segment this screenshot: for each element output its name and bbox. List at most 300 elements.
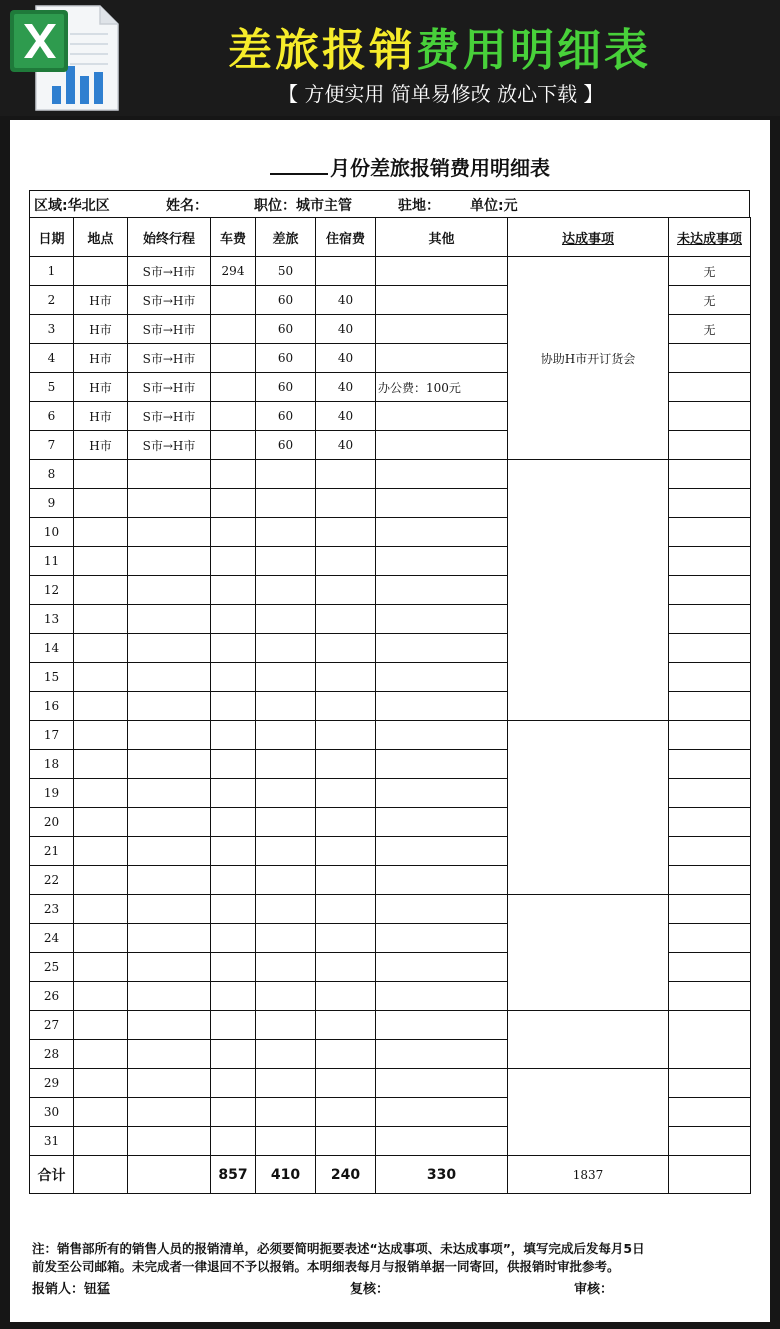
lodging-cell[interactable] — [316, 634, 376, 663]
fare-cell[interactable] — [211, 866, 256, 895]
header-route: 始终行程 — [128, 218, 211, 257]
not-achieved-cell[interactable] — [669, 982, 751, 1011]
banner-title-part2: 费用明细表 — [416, 25, 651, 76]
lodging-cell[interactable] — [316, 257, 376, 286]
date-cell: 20 — [30, 808, 74, 837]
other-cell[interactable] — [376, 518, 508, 547]
date-cell: 19 — [30, 779, 74, 808]
other-cell[interactable] — [376, 315, 508, 344]
fare-cell[interactable] — [211, 692, 256, 721]
date-cell: 29 — [30, 1069, 74, 1098]
route-cell[interactable] — [128, 750, 211, 779]
table-row — [30, 721, 751, 750]
route-cell[interactable] — [128, 692, 211, 721]
fare-cell[interactable] — [211, 373, 256, 402]
lodging-cell[interactable]: 40 — [316, 286, 376, 315]
other-cell[interactable] — [376, 895, 508, 924]
date-cell: 13 — [30, 605, 74, 634]
other-cell[interactable] — [376, 1011, 508, 1040]
travel-cell[interactable] — [256, 837, 316, 866]
lodging-cell[interactable] — [316, 1040, 376, 1069]
other-cell[interactable] — [376, 344, 508, 373]
place-cell[interactable] — [74, 518, 128, 547]
date-cell: 7 — [30, 431, 74, 460]
fare-cell[interactable] — [211, 315, 256, 344]
lodging-cell[interactable] — [316, 489, 376, 518]
banner-title-part1: 差旅报销 — [228, 25, 416, 76]
not-achieved-cell[interactable] — [669, 895, 751, 924]
travel-cell[interactable] — [256, 1098, 316, 1127]
fare-cell[interactable] — [211, 286, 256, 315]
not-achieved-cell[interactable] — [669, 489, 751, 518]
other-cell[interactable] — [376, 1040, 508, 1069]
table-body — [30, 257, 751, 1156]
other-cell[interactable] — [376, 808, 508, 837]
route-cell[interactable] — [128, 779, 211, 808]
place-cell[interactable] — [74, 837, 128, 866]
lodging-cell[interactable] — [316, 547, 376, 576]
other-cell[interactable] — [376, 431, 508, 460]
travel-cell[interactable] — [256, 808, 316, 837]
route-cell[interactable]: S市→H市 — [128, 286, 211, 315]
total-label: 合计 — [30, 1156, 74, 1194]
other-cell[interactable] — [376, 1127, 508, 1156]
other-cell[interactable]: 办公费：100元 — [376, 373, 508, 402]
not-achieved-cell[interactable]: 无 — [669, 286, 751, 315]
travel-cell[interactable] — [256, 750, 316, 779]
place-cell[interactable] — [74, 779, 128, 808]
total-fare[interactable]: 857 — [211, 1156, 256, 1194]
header-travel: 差旅 — [256, 218, 316, 257]
achieved-cell[interactable] — [508, 721, 669, 895]
travel-cell[interactable] — [256, 982, 316, 1011]
not-achieved-cell[interactable]: 无 — [669, 315, 751, 344]
travel-cell[interactable]: 60 — [256, 431, 316, 460]
route-cell[interactable] — [128, 547, 211, 576]
route-cell[interactable] — [128, 576, 211, 605]
route-cell[interactable] — [128, 634, 211, 663]
travel-cell[interactable] — [256, 576, 316, 605]
other-cell[interactable] — [376, 402, 508, 431]
lodging-cell[interactable] — [316, 1011, 376, 1040]
total-route-cell[interactable] — [128, 1156, 211, 1194]
total-row — [30, 1156, 751, 1194]
lodging-cell[interactable]: 40 — [316, 402, 376, 431]
reviewer-signature: 复核： — [350, 1282, 390, 1297]
route-cell[interactable] — [128, 808, 211, 837]
fare-cell[interactable] — [211, 1127, 256, 1156]
place-cell[interactable]: H市 — [74, 431, 128, 460]
route-cell[interactable] — [128, 1040, 211, 1069]
route-cell[interactable]: S市→H市 — [128, 373, 211, 402]
achieved-cell[interactable] — [508, 895, 669, 1011]
other-cell[interactable] — [376, 779, 508, 808]
not-achieved-cell[interactable] — [669, 721, 751, 750]
not-achieved-cell[interactable]: 无 — [669, 257, 751, 286]
date-cell: 23 — [30, 895, 74, 924]
route-cell[interactable] — [128, 1098, 211, 1127]
fare-cell[interactable] — [211, 1011, 256, 1040]
not-achieved-cell[interactable] — [669, 1011, 751, 1069]
place-cell[interactable] — [74, 982, 128, 1011]
not-achieved-cell[interactable] — [669, 866, 751, 895]
total-not-achieved-cell[interactable] — [669, 1156, 751, 1194]
date-cell: 12 — [30, 576, 74, 605]
info-row — [29, 190, 750, 217]
applicant-signature: 报销人：钮猛 — [32, 1282, 111, 1297]
other-cell[interactable] — [376, 489, 508, 518]
not-achieved-cell[interactable] — [669, 518, 751, 547]
route-cell[interactable] — [128, 663, 211, 692]
not-achieved-cell[interactable] — [669, 344, 751, 373]
lodging-cell[interactable] — [316, 779, 376, 808]
lodging-cell[interactable] — [316, 808, 376, 837]
place-cell[interactable]: H市 — [74, 344, 128, 373]
place-cell[interactable] — [74, 895, 128, 924]
fare-cell[interactable] — [211, 1040, 256, 1069]
fare-cell[interactable] — [211, 1098, 256, 1127]
place-cell[interactable] — [74, 1098, 128, 1127]
route-cell[interactable] — [128, 953, 211, 982]
not-achieved-cell[interactable] — [669, 1127, 751, 1156]
not-achieved-cell[interactable] — [669, 605, 751, 634]
place-cell[interactable] — [74, 866, 128, 895]
route-cell[interactable] — [128, 924, 211, 953]
not-achieved-cell[interactable] — [669, 373, 751, 402]
route-cell[interactable] — [128, 1011, 211, 1040]
date-cell: 30 — [30, 1098, 74, 1127]
header-achieved: 达成事项 — [508, 218, 669, 257]
table-row — [30, 257, 751, 286]
place-cell[interactable] — [74, 953, 128, 982]
place-cell[interactable]: H市 — [74, 402, 128, 431]
document-title — [10, 152, 780, 181]
fare-cell[interactable] — [211, 953, 256, 982]
total-lodging[interactable]: 240 — [316, 1156, 376, 1194]
date-cell: 4 — [30, 344, 74, 373]
not-achieved-cell[interactable] — [669, 808, 751, 837]
place-cell[interactable] — [74, 547, 128, 576]
banner-title — [228, 14, 708, 78]
date-cell: 28 — [30, 1040, 74, 1069]
place-cell[interactable]: H市 — [74, 315, 128, 344]
table-row — [30, 1011, 751, 1040]
travel-cell[interactable] — [256, 692, 316, 721]
travel-cell[interactable]: 60 — [256, 344, 316, 373]
date-cell: 9 — [30, 489, 74, 518]
route-cell[interactable] — [128, 837, 211, 866]
expense-table — [29, 217, 751, 1194]
place-cell[interactable] — [74, 460, 128, 489]
excel-file-icon — [8, 4, 120, 112]
not-achieved-cell[interactable] — [669, 663, 751, 692]
not-achieved-cell[interactable] — [669, 402, 751, 431]
lodging-cell[interactable] — [316, 953, 376, 982]
not-achieved-cell[interactable] — [669, 953, 751, 982]
not-achieved-cell[interactable] — [669, 431, 751, 460]
date-cell: 5 — [30, 373, 74, 402]
travel-cell[interactable] — [256, 1011, 316, 1040]
route-cell[interactable] — [128, 489, 211, 518]
other-cell[interactable] — [376, 663, 508, 692]
other-cell[interactable] — [376, 257, 508, 286]
place-cell[interactable]: H市 — [74, 373, 128, 402]
date-cell: 15 — [30, 663, 74, 692]
unit-label: 单位:元 — [470, 198, 518, 214]
route-cell[interactable]: S市→H市 — [128, 344, 211, 373]
route-cell[interactable]: S市→H市 — [128, 315, 211, 344]
fare-cell[interactable] — [211, 982, 256, 1011]
date-cell: 3 — [30, 315, 74, 344]
other-cell[interactable] — [376, 866, 508, 895]
place-cell[interactable] — [74, 663, 128, 692]
lodging-cell[interactable] — [316, 576, 376, 605]
travel-cell[interactable] — [256, 953, 316, 982]
fare-cell[interactable] — [211, 489, 256, 518]
total-place-cell[interactable] — [74, 1156, 128, 1194]
date-cell: 22 — [30, 866, 74, 895]
fare-cell[interactable] — [211, 576, 256, 605]
fare-cell[interactable] — [211, 721, 256, 750]
place-cell[interactable] — [74, 605, 128, 634]
fare-cell[interactable]: 294 — [211, 257, 256, 286]
header-place: 地点 — [74, 218, 128, 257]
date-cell: 6 — [30, 402, 74, 431]
route-cell[interactable]: S市→H市 — [128, 257, 211, 286]
other-cell[interactable] — [376, 721, 508, 750]
fare-cell[interactable] — [211, 634, 256, 663]
fare-cell[interactable] — [211, 547, 256, 576]
date-cell: 24 — [30, 924, 74, 953]
route-cell[interactable] — [128, 518, 211, 547]
place-cell[interactable] — [74, 576, 128, 605]
achieved-cell[interactable]: 协助H市开订货会 — [508, 257, 669, 460]
travel-cell[interactable] — [256, 634, 316, 663]
other-cell[interactable] — [376, 460, 508, 489]
fare-cell[interactable] — [211, 431, 256, 460]
position-label: 职位：城市主管 — [254, 198, 352, 214]
not-achieved-cell[interactable] — [669, 779, 751, 808]
expense-sheet — [10, 120, 770, 1322]
other-cell[interactable] — [376, 286, 508, 315]
fare-cell[interactable] — [211, 924, 256, 953]
lodging-cell[interactable] — [316, 1069, 376, 1098]
other-cell[interactable] — [376, 982, 508, 1011]
date-cell: 21 — [30, 837, 74, 866]
date-cell: 8 — [30, 460, 74, 489]
footnote — [32, 1240, 752, 1276]
place-cell[interactable] — [74, 808, 128, 837]
lodging-cell[interactable] — [316, 605, 376, 634]
travel-cell[interactable] — [256, 460, 316, 489]
achieved-cell[interactable] — [508, 1069, 669, 1156]
travel-cell[interactable] — [256, 663, 316, 692]
route-cell[interactable] — [128, 1127, 211, 1156]
achieved-cell[interactable] — [508, 460, 669, 721]
lodging-cell[interactable] — [316, 924, 376, 953]
fare-cell[interactable] — [211, 605, 256, 634]
fare-cell[interactable] — [211, 344, 256, 373]
table-header-row — [30, 218, 751, 257]
date-cell: 14 — [30, 634, 74, 663]
date-cell: 2 — [30, 286, 74, 315]
route-cell[interactable]: S市→H市 — [128, 431, 211, 460]
fare-cell[interactable] — [211, 895, 256, 924]
other-cell[interactable] — [376, 576, 508, 605]
not-achieved-cell[interactable] — [669, 634, 751, 663]
lodging-cell[interactable] — [316, 692, 376, 721]
other-cell[interactable] — [376, 605, 508, 634]
fare-cell[interactable] — [211, 750, 256, 779]
other-cell[interactable] — [376, 1069, 508, 1098]
fare-cell[interactable] — [211, 837, 256, 866]
route-cell[interactable] — [128, 1069, 211, 1098]
lodging-cell[interactable]: 40 — [316, 344, 376, 373]
banner-subtitle: 【 方便实用 简单易修改 放心下载 】 — [278, 82, 604, 106]
region-label: 区域:华北区 — [34, 198, 110, 214]
place-cell[interactable] — [74, 1069, 128, 1098]
lodging-cell[interactable]: 40 — [316, 431, 376, 460]
not-achieved-cell[interactable] — [669, 750, 751, 779]
fare-cell[interactable] — [211, 808, 256, 837]
lodging-cell[interactable] — [316, 1127, 376, 1156]
date-cell: 25 — [30, 953, 74, 982]
date-cell: 31 — [30, 1127, 74, 1156]
header-date: 日期 — [30, 218, 74, 257]
travel-cell[interactable] — [256, 721, 316, 750]
place-cell[interactable] — [74, 257, 128, 286]
route-cell[interactable] — [128, 866, 211, 895]
place-cell[interactable] — [74, 924, 128, 953]
travel-cell[interactable] — [256, 518, 316, 547]
fare-cell[interactable] — [211, 460, 256, 489]
not-achieved-cell[interactable] — [669, 1098, 751, 1127]
other-cell[interactable] — [376, 953, 508, 982]
route-cell[interactable] — [128, 982, 211, 1011]
other-cell[interactable] — [376, 750, 508, 779]
route-cell[interactable] — [128, 460, 211, 489]
footnote-line-2: 前发至公司邮箱。未完成者一律退回不予以报销。本明细表每月与报销单据一同寄回，供报销时审批参考。 — [32, 1259, 620, 1274]
table-row — [30, 460, 751, 489]
not-achieved-cell[interactable] — [669, 837, 751, 866]
fare-cell[interactable] — [211, 779, 256, 808]
not-achieved-cell[interactable] — [669, 576, 751, 605]
document-title-text: 月份差旅报销费用明细表 — [330, 156, 550, 180]
place-cell[interactable] — [74, 750, 128, 779]
travel-cell[interactable] — [256, 547, 316, 576]
place-cell[interactable] — [74, 489, 128, 518]
footnote-line-1: 注：销售部所有的销售人员的报销清单，必须要简明扼要表述“达成事项、未达成事项”，填写完成后发每月5日 — [32, 1241, 645, 1256]
place-cell[interactable] — [74, 1127, 128, 1156]
place-cell[interactable] — [74, 1040, 128, 1069]
total-achieved[interactable]: 1837 — [508, 1156, 669, 1194]
travel-cell[interactable] — [256, 1127, 316, 1156]
travel-cell[interactable] — [256, 605, 316, 634]
travel-cell[interactable] — [256, 866, 316, 895]
lodging-cell[interactable] — [316, 663, 376, 692]
date-cell: 16 — [30, 692, 74, 721]
header-other: 其他 — [376, 218, 508, 257]
travel-cell[interactable] — [256, 1069, 316, 1098]
travel-cell[interactable] — [256, 489, 316, 518]
date-cell: 1 — [30, 257, 74, 286]
fare-cell[interactable] — [211, 402, 256, 431]
travel-cell[interactable]: 60 — [256, 315, 316, 344]
fare-cell[interactable] — [211, 1069, 256, 1098]
not-achieved-cell[interactable] — [669, 547, 751, 576]
route-cell[interactable]: S市→H市 — [128, 402, 211, 431]
not-achieved-cell[interactable] — [669, 1069, 751, 1098]
other-cell[interactable] — [376, 634, 508, 663]
travel-cell[interactable]: 60 — [256, 286, 316, 315]
place-cell[interactable] — [74, 721, 128, 750]
table-row — [30, 1069, 751, 1098]
name-label: 姓名： — [166, 198, 208, 214]
date-cell: 27 — [30, 1011, 74, 1040]
header-lodging: 住宿费 — [316, 218, 376, 257]
not-achieved-cell[interactable] — [669, 692, 751, 721]
not-achieved-cell[interactable] — [669, 460, 751, 489]
place-cell[interactable] — [74, 692, 128, 721]
other-cell[interactable] — [376, 692, 508, 721]
header-fare: 车费 — [211, 218, 256, 257]
travel-cell[interactable] — [256, 924, 316, 953]
lodging-cell[interactable] — [316, 518, 376, 547]
signature-row — [32, 1278, 752, 1298]
fare-cell[interactable] — [211, 518, 256, 547]
travel-cell[interactable] — [256, 895, 316, 924]
lodging-cell[interactable] — [316, 982, 376, 1011]
total-other[interactable]: 330 — [376, 1156, 508, 1194]
travel-cell[interactable] — [256, 1040, 316, 1069]
approver-signature: 审核： — [574, 1282, 614, 1297]
lodging-cell[interactable] — [316, 866, 376, 895]
other-cell[interactable] — [376, 547, 508, 576]
place-cell[interactable] — [74, 1011, 128, 1040]
fare-cell[interactable] — [211, 663, 256, 692]
lodging-cell[interactable] — [316, 895, 376, 924]
other-cell[interactable] — [376, 837, 508, 866]
not-achieved-cell[interactable] — [669, 924, 751, 953]
station-label: 驻地： — [398, 198, 440, 214]
place-cell[interactable]: H市 — [74, 286, 128, 315]
travel-cell[interactable]: 60 — [256, 373, 316, 402]
month-blank[interactable] — [270, 155, 328, 175]
achieved-cell[interactable] — [508, 1011, 669, 1069]
date-cell: 10 — [30, 518, 74, 547]
date-cell: 11 — [30, 547, 74, 576]
date-cell: 18 — [30, 750, 74, 779]
other-cell[interactable] — [376, 1098, 508, 1127]
travel-cell[interactable] — [256, 779, 316, 808]
lodging-cell[interactable]: 40 — [316, 315, 376, 344]
other-cell[interactable] — [376, 924, 508, 953]
lodging-cell[interactable] — [316, 460, 376, 489]
lodging-cell[interactable] — [316, 750, 376, 779]
route-cell[interactable] — [128, 605, 211, 634]
route-cell[interactable] — [128, 721, 211, 750]
header-not-achieved: 未达成事项 — [669, 218, 751, 257]
lodging-cell[interactable] — [316, 721, 376, 750]
travel-cell[interactable]: 60 — [256, 402, 316, 431]
route-cell[interactable] — [128, 895, 211, 924]
total-travel[interactable]: 410 — [256, 1156, 316, 1194]
place-cell[interactable] — [74, 634, 128, 663]
lodging-cell[interactable] — [316, 837, 376, 866]
lodging-cell[interactable] — [316, 1098, 376, 1127]
lodging-cell[interactable]: 40 — [316, 373, 376, 402]
travel-cell[interactable]: 50 — [256, 257, 316, 286]
